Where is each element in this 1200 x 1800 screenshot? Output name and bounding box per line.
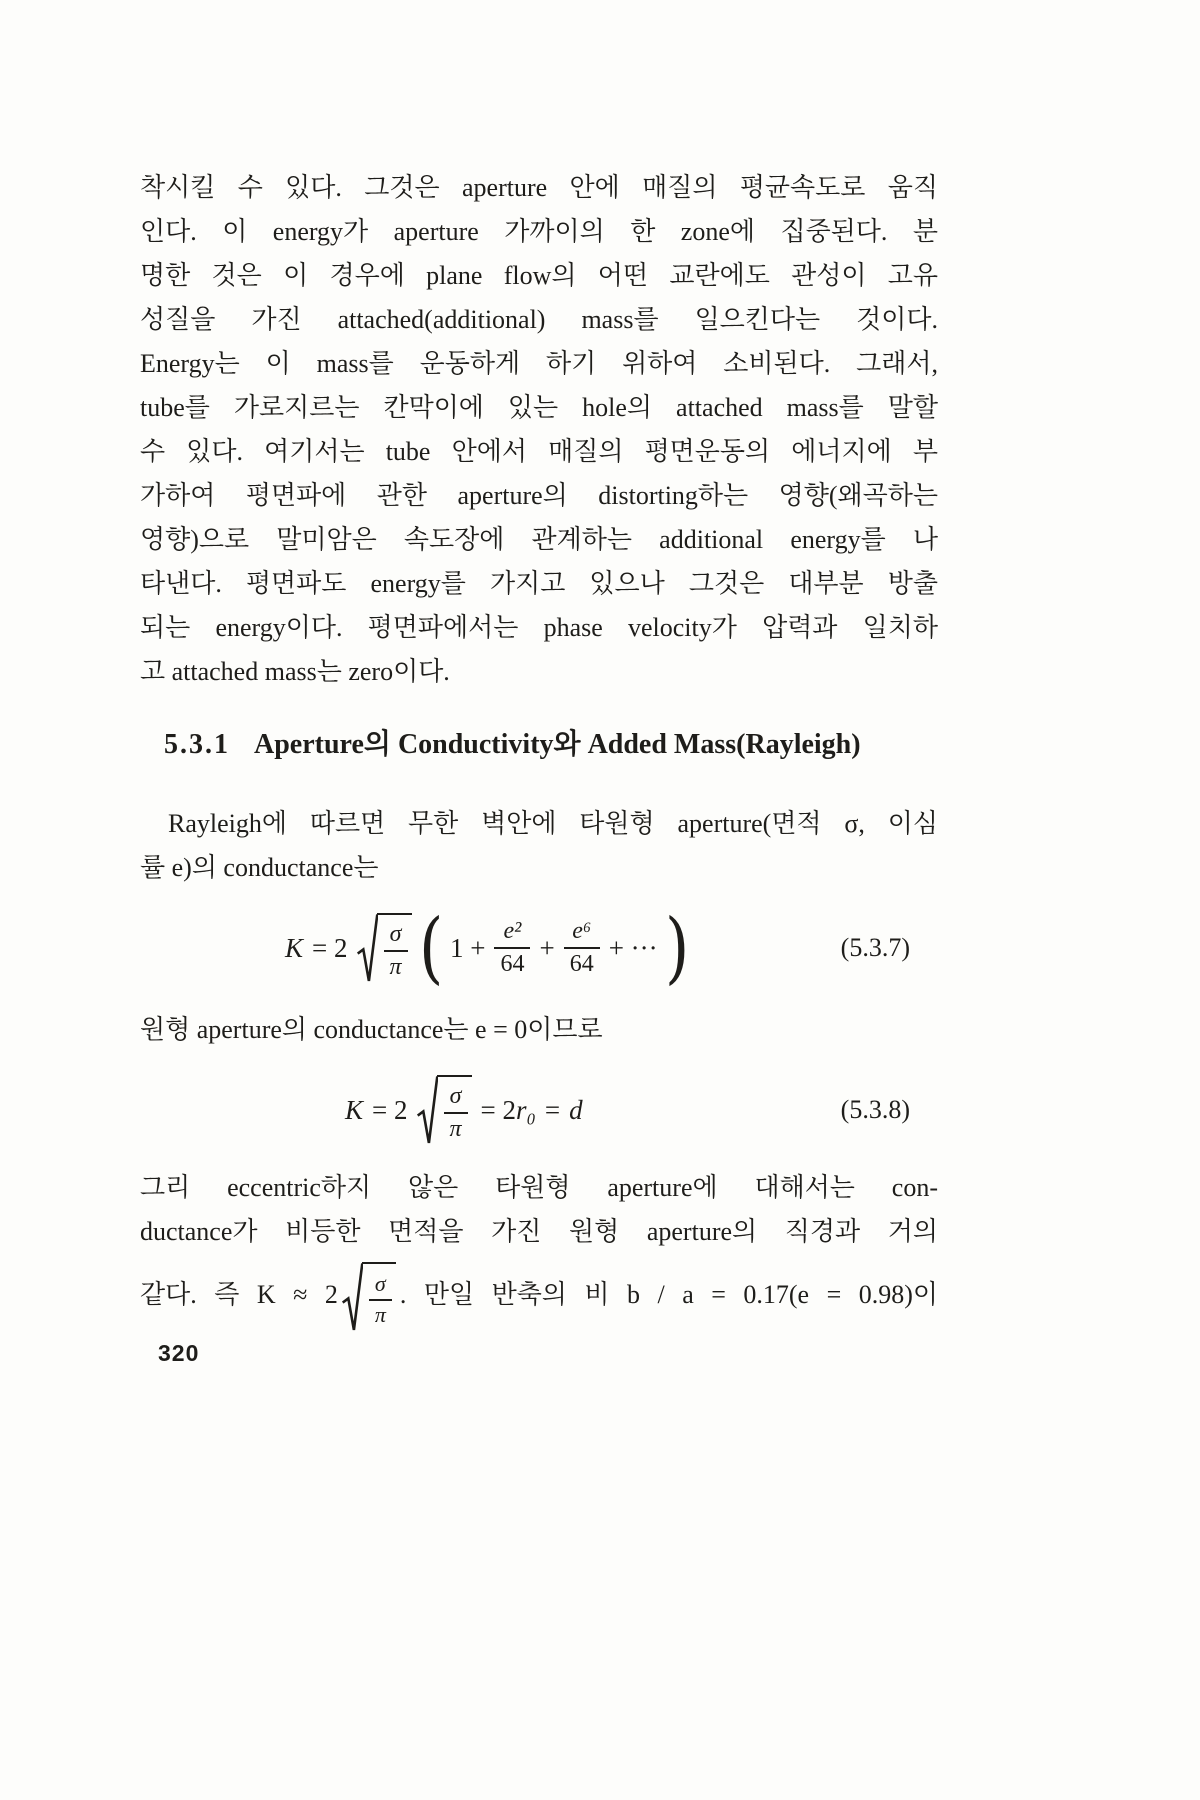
fraction-numerator: σ — [449, 1082, 462, 1109]
math-equals: = — [544, 1094, 561, 1125]
math-one-plus: 1 + — [449, 932, 486, 963]
paragraph-1 — [140, 166, 938, 694]
fraction-sigma-pi — [444, 1083, 468, 1143]
body-line: 가하여 평면파에 관한 aperture의 distorting하는 영향(왜곡하는 — [140, 481, 938, 510]
body-line: tube를 가로지르는 칸막이에 있는 hole의 attached mass를 말할 — [140, 393, 938, 422]
math-rhs — [481, 1095, 536, 1126]
body-line: 영향)으로 말미암은 속도장에 관계하는 additional energy를 나 — [140, 525, 938, 554]
fraction-numerator: e² — [503, 918, 522, 945]
math-var-K: K — [345, 1094, 364, 1125]
equation-5-3-8 — [140, 1066, 938, 1154]
section-heading — [140, 724, 938, 766]
fraction-numerator: e⁶ — [572, 918, 592, 945]
fraction-numerator: σ — [374, 1270, 386, 1296]
body-line: 인다. 이 energy가 aperture 가까이의 한 zone에 집중된다. 분 — [140, 217, 938, 246]
body-line: 그리 eccentric하지 않은 타원형 aperture에 대해서는 con- — [140, 1173, 938, 1202]
square-root — [417, 1075, 472, 1145]
body-line: 원형 aperture의 conductance는 e = 0이므로 — [140, 1015, 603, 1044]
math-var-d: d — [569, 1094, 583, 1125]
page-number: 320 — [158, 1340, 200, 1366]
fraction-sigma-pi — [369, 1272, 392, 1327]
section-number: 5.3.1 — [164, 729, 230, 760]
paragraph-3 — [140, 1166, 938, 1336]
fraction-sigma-pi — [384, 921, 408, 981]
math-var-r0: r₀ — [516, 1094, 536, 1125]
equation-number: (5.3.8) — [840, 1095, 910, 1124]
inline-text: 같다. 즉 K ≈ 2 — [140, 1280, 338, 1309]
radicand — [437, 1075, 472, 1145]
section-title: Aperture의 Conductivity와 Added Mass(Rayleigh) — [254, 729, 861, 760]
radicand — [362, 1262, 396, 1332]
fraction-denominator: 64 — [564, 947, 600, 978]
inline-text: . 만일 반축의 비 b / a = 0.17(e = 0.98)이 — [399, 1280, 938, 1309]
fraction-denominator: 64 — [494, 947, 530, 978]
fraction-denominator: π — [444, 1112, 468, 1143]
math-var-K: K — [285, 932, 304, 963]
body-line: 성질을 가진 attached(additional) mass를 일으킨다는 것이다. — [140, 305, 938, 334]
math-equals-two: = 2 — [372, 1094, 408, 1125]
math-equals-two: = 2 — [480, 1094, 517, 1125]
body-line: ductance가 비등한 면적을 가진 원형 aperture의 직경과 거의 — [140, 1217, 938, 1246]
fraction-denominator: π — [384, 950, 408, 981]
body-line: 명한 것은 이 경우에 plane flow의 어떤 교란에도 관성이 고유 — [140, 261, 938, 290]
body-line: 착시킬 수 있다. 그것은 aperture 안에 매질의 평균속도로 움직 — [140, 173, 938, 202]
body-line: 되는 energy이다. 평면파에서는 phase velocity가 압력과 일치하 — [140, 613, 938, 642]
math-cdots: + ··· — [608, 932, 658, 963]
radical-sign-icon — [417, 1075, 438, 1145]
paragraph-2 — [140, 802, 938, 890]
equation-number: (5.3.7) — [840, 933, 910, 962]
equation-body — [345, 1075, 583, 1145]
text-column — [140, 166, 938, 1336]
math-plus: + — [539, 932, 555, 963]
body-line: 수 있다. 여기서는 tube 안에서 매질의 평면운동의 에너지에 부 — [140, 437, 938, 466]
fraction-e2-64 — [494, 918, 530, 978]
body-line: Rayleigh에 따르면 무한 벽안에 타원형 aperture(면적 σ, 이심 — [168, 809, 938, 838]
math-equals-two: = 2 — [312, 932, 348, 963]
fraction-denominator: π — [369, 1299, 392, 1328]
fraction-e6-64 — [564, 918, 600, 978]
body-line — [140, 1254, 938, 1336]
equation-body: K = 2 $\frac{\sigma}{\pi}$ ( 1 + $\frac{\text{e²}}{64}$ + $\frac{\text{e⁶}}{64}$ + ··· ) — [285, 903, 690, 993]
radical-sign-icon — [342, 1262, 363, 1332]
square-root — [357, 913, 412, 983]
body-line: 률 e)의 conductance는 — [140, 853, 379, 882]
body-line: 고 attached mass는 zero이다. — [140, 657, 450, 686]
body-line: Energy는 이 mass를 운동하게 하기 위하여 소비된다. 그래서, — [140, 349, 938, 378]
equation-5-3-7 — [140, 904, 938, 992]
square-root — [342, 1262, 396, 1332]
fraction-numerator: σ — [389, 920, 402, 947]
body-line: 타낸다. 평면파도 energy를 가지고 있으나 그것은 대부분 방출 — [140, 569, 938, 598]
radicand — [377, 913, 412, 983]
radical-sign-icon — [357, 913, 378, 983]
